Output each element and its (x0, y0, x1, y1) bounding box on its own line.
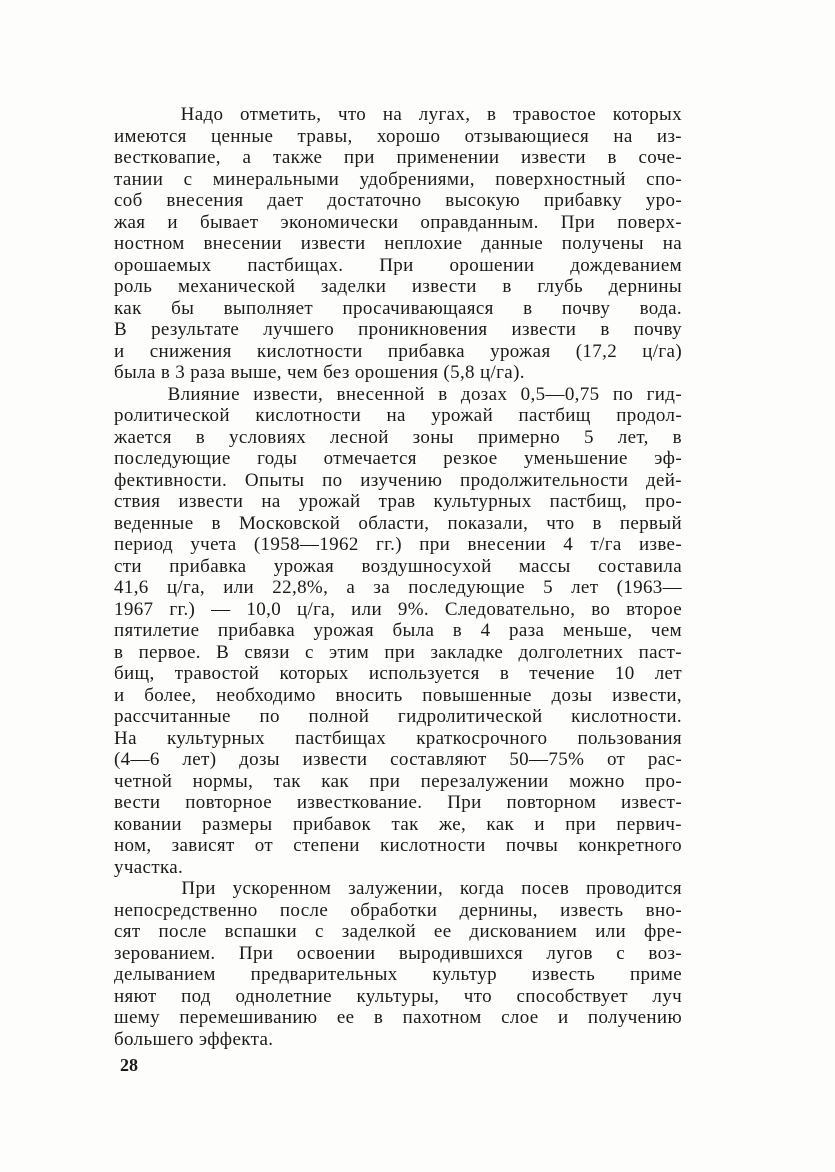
text-line: и снижения кислотности прибавка урожая (17,2 ц/га) (114, 340, 682, 362)
text-line: соб внесения дает достаточно высокую прибавку уро- (114, 190, 682, 211)
text-line: няют под однолетние культуры, что способствует луч (114, 985, 682, 1007)
text-line: орошаемых пастбищах. При орошении дождеванием (114, 254, 682, 276)
text-line: непосредственно после обработки дернины, известь вно- (114, 899, 682, 921)
paragraph-2 (114, 384, 682, 879)
text-line: период учета (1958—1962 гг.) при внесении 4 т/га изве- (114, 534, 682, 555)
text-line: ролитической кислотности на урожай пастбищ продол- (114, 405, 682, 426)
text-line: тании с минеральными удобрениями, поверхностный спо- (114, 168, 682, 190)
text-line: Влияние извести, внесенной в дозах 0,5—0,75 по гид- (114, 383, 682, 405)
text-line: пятилетие прибавка урожая была в 4 раза меньше, чем (114, 620, 682, 641)
text-line: бищ, травостой которых используется в течение 10 лет (114, 663, 682, 684)
text-line: 1967 гг.) — 10,0 ц/га, или 9%. Следовательно, во второе (114, 598, 682, 620)
text-line: ковании размеры прибавок так же, как и при первич- (114, 813, 682, 835)
text-line: и более, необходимо вносить повышенные дозы извести, (114, 684, 682, 706)
text-line: четной нормы, так как при перезалужении можно про- (114, 770, 682, 792)
text-line: зерованием. При освоении выродившихся лугов с воз- (114, 942, 682, 964)
text-line: На культурных пастбищах краткосрочного пользования (114, 727, 682, 749)
text-line: шему перемешиванию ее в пахотном слое и получению (114, 1007, 682, 1028)
text-line: В результате лучшего проникновения извести в почву (114, 319, 682, 340)
paragraph-3 (114, 878, 682, 1050)
page-number: 28 (120, 1055, 138, 1075)
text-line: жается в условиях лесной зоны примерно 5 лет, в (114, 426, 682, 448)
text-line: участка. (114, 856, 184, 878)
text-line: сят после вспашки с заделкой ее дискованием или фре- (114, 921, 682, 942)
text-line: вести повторное известкование. При повторном извест- (114, 792, 682, 813)
text-line: делыванием предварительных культур известь приме (114, 964, 682, 985)
text-line: большего эффекта. (114, 1028, 274, 1050)
text-line: 41,6 ц/га, или 22,8%, а за последующие 5 лет (1963— (114, 577, 682, 598)
text-line: жая и бывает экономически оправданным. При поверх- (114, 211, 682, 233)
text-line: ствия извести на урожай трав культурных пастбищ, про- (114, 491, 682, 512)
text-line: веденные в Московской области, показали, что в первый (114, 512, 682, 534)
text-line: вестковапие, а также при применении извести в соче- (114, 147, 682, 168)
text-line: рассчитанные по полной гидролитической кислотности. (114, 706, 682, 727)
paragraph-1 (114, 104, 682, 384)
text-line: При ускоренном залужении, когда посев проводится (114, 878, 682, 899)
text-line: роль механической заделки извести в глубь дернины (114, 276, 682, 297)
text-line: последующие годы отмечается резкое уменьшение эф- (114, 448, 682, 469)
text-line: фективности. Опыты по изучению продолжительности дей- (114, 469, 682, 491)
text-line: (4—6 лет) дозы извести составляют 50—75% от рас- (114, 749, 682, 770)
text-line: в первое. В связи с этим при закладке долголетних паст- (114, 641, 682, 663)
body-text (114, 104, 682, 1050)
text-line: Надо отметить, что на лугах, в травостое которых (114, 104, 682, 125)
text-line: имеются ценные травы, хорошо отзывающиеся на из- (114, 125, 682, 147)
text-line: как бы выполняет просачивающаяся в почву вода. (114, 297, 682, 319)
text-line: ном, зависят от степени кислотности почвы конкретного (114, 835, 682, 856)
text-line: ностном внесении извести неплохие данные получены на (114, 233, 682, 254)
text-line: сти прибавка урожая воздушносухой массы составила (114, 555, 682, 577)
text-line: была в 3 раза выше, чем без орошения (5,8 ц/га). (114, 362, 525, 383)
